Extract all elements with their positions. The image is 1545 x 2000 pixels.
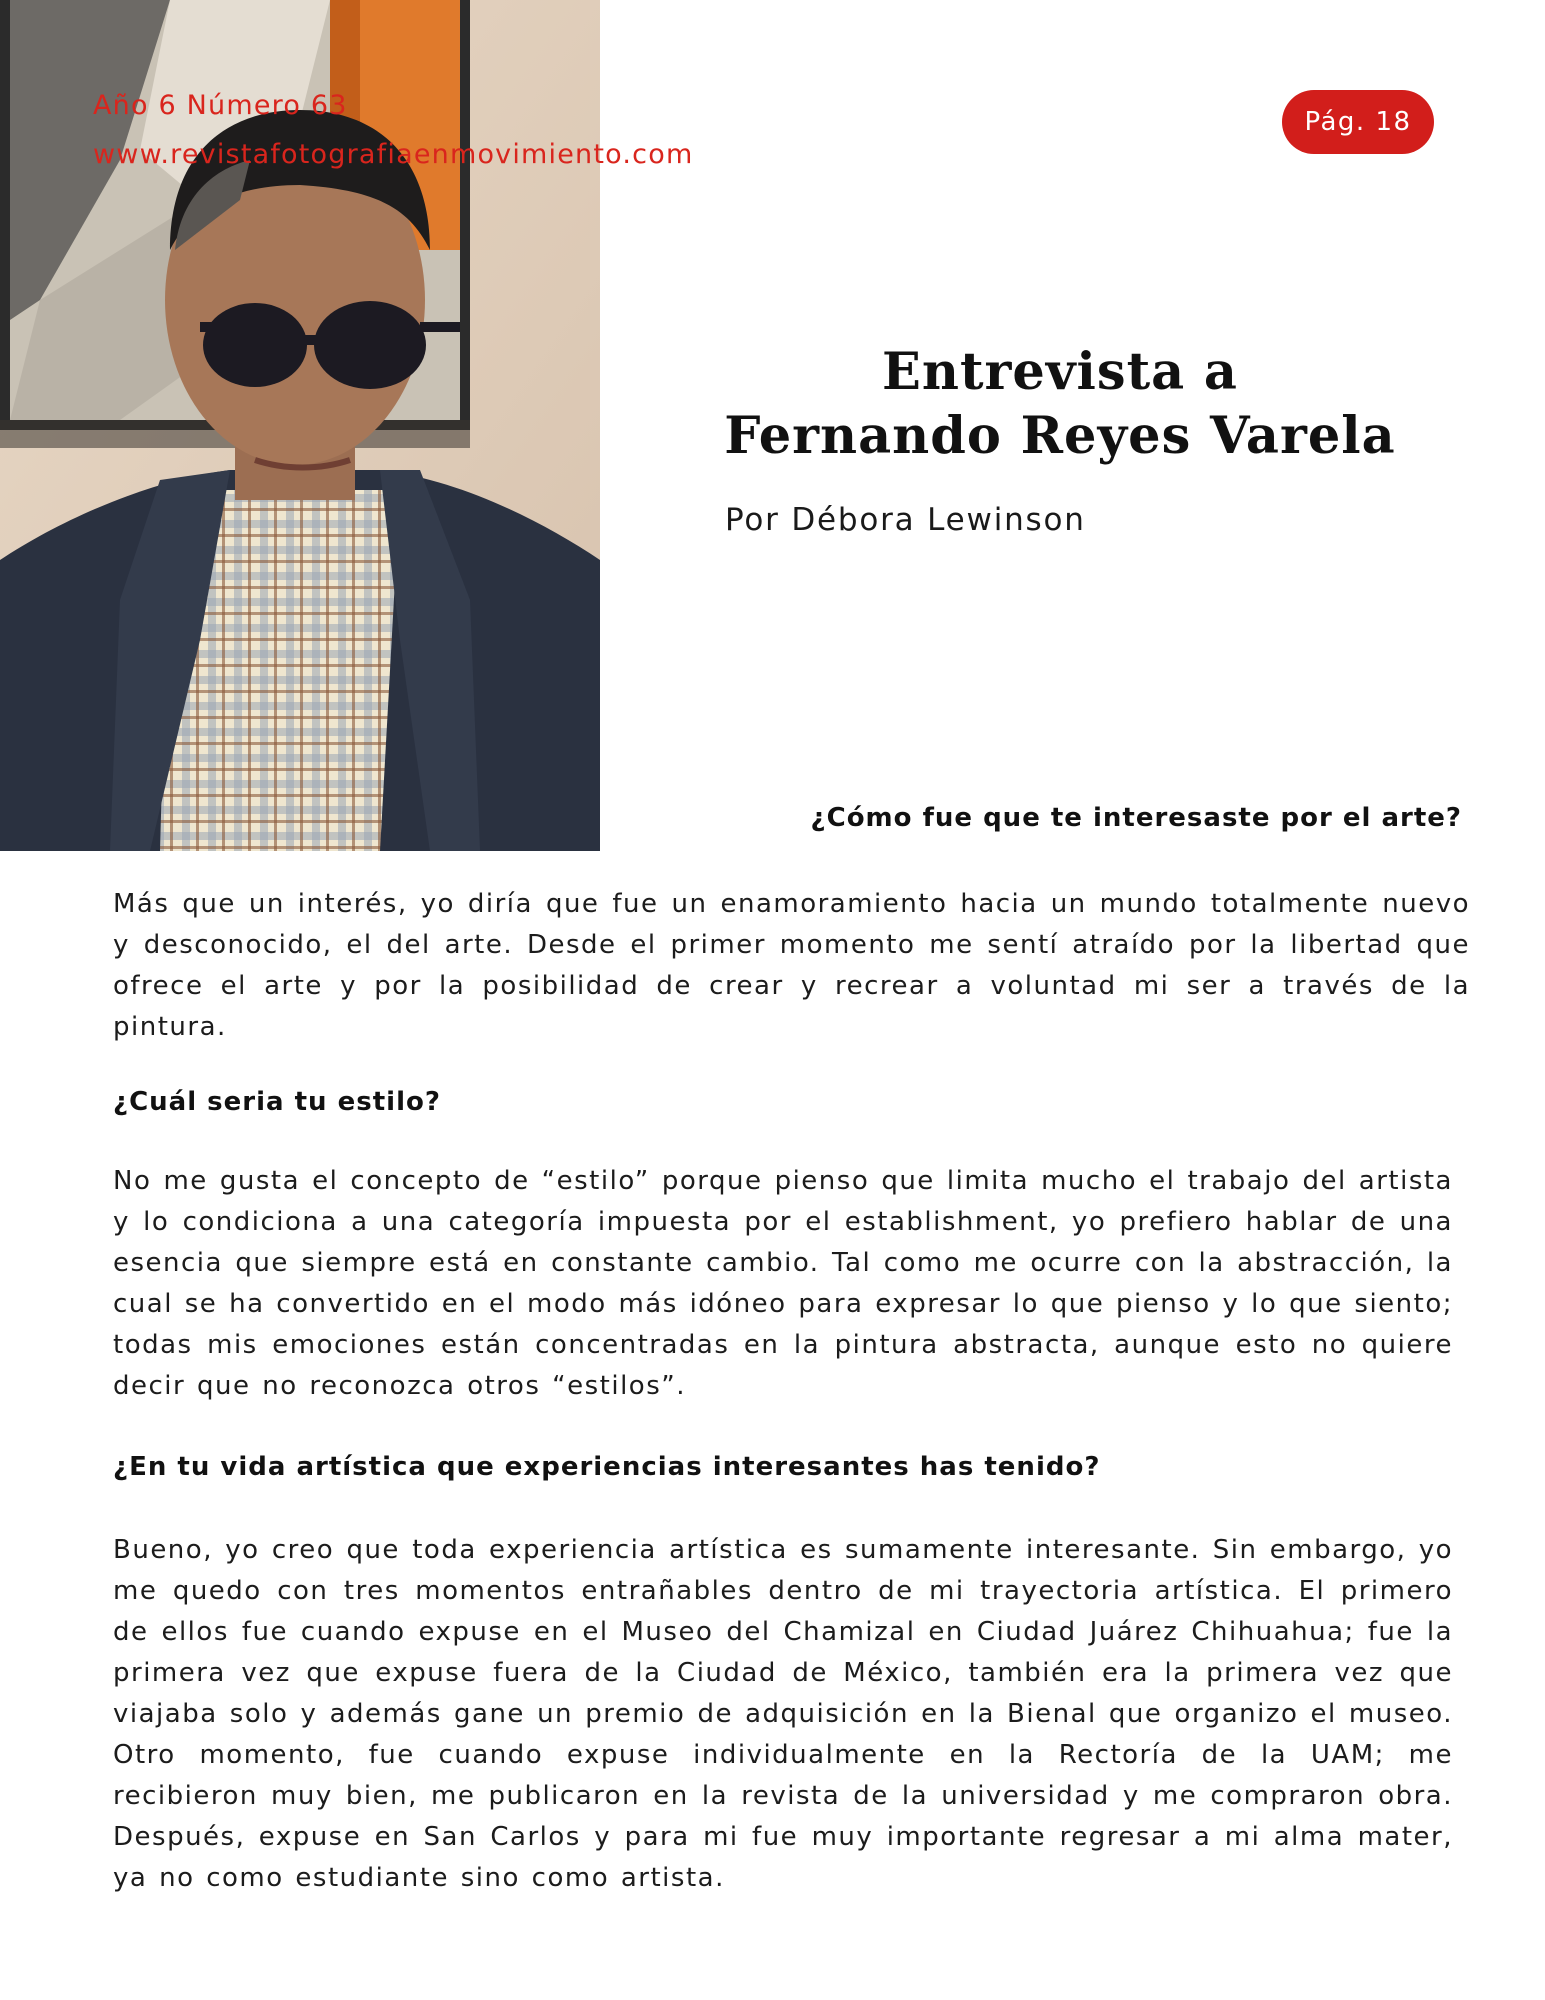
issue-number: Año 6 Número 63 (93, 90, 348, 121)
author-byline: Por Débora Lewinson (725, 502, 1086, 538)
interview-question-1: ¿Cómo fue que te interesaste por el arte? (810, 803, 1462, 833)
article-title-line-1: Entrevista a (882, 342, 1238, 402)
website-url: www.revistafotografiaenmovimiento.com (93, 139, 694, 170)
interview-answer-2: No me gusta el concepto de “estilo” porque pienso que limita mucho el trabajo del artista y lo condiciona a una categoría impuesta por el establishment, yo prefiero hablar de una esencia que siempre está en constante cambio. Tal como me ocurre con la abstracción, la cual se ha convertido en el modo más idóneo para expresar lo que pienso y lo que siento; todas mis emociones están concentradas en la pintura abstracta, aunque esto no quiere decir que no reconozca otros “estilos”. (113, 1166, 1453, 1401)
article-title (690, 340, 1430, 468)
interview-question-3: ¿En tu vida artística que experiencias interesantes has tenido? (113, 1452, 1101, 1482)
page-number-badge: Pág. 18 (1282, 90, 1434, 154)
author-portrait-photo (0, 0, 600, 851)
interview-question-2: ¿Cuál seria tu estilo? (113, 1087, 441, 1117)
article-title-line-2: Fernando Reyes Varela (724, 406, 1396, 466)
interview-answer-3: Bueno, yo creo que toda experiencia artística es sumamente interesante. Sin embargo, yo me quedo con tres momentos entrañables dentro de mi trayectoria artística. El primero de ellos fue cuando expuse en el Museo del Chamizal en Ciudad Juárez Chihuahua; fue la primera vez que expuse fuera de la Ciudad de México, también era la primera vez que viajaba solo y además gane un premio de adquisición en la Bienal que organizo el museo. Otro momento, fue cuando expuse individualmente en la Rectoría de la UAM; me recibieron muy bien, me publicaron en la revista de la universidad y me compraron obra. Después, expuse en San Carlos y para mi fue muy importante regresar a mi alma mater, ya no como estudiante sino como artista. (113, 1535, 1453, 1893)
interview-answer-1: Más que un interés, yo diría que fue un enamoramiento hacia un mundo totalmente nuevo y desconocido, el del arte. Desde el primer momento me sentí atraído por la libertad que ofrece el arte y por la posibilidad de crear y recrear a voluntad mi ser a través de la pintura. (113, 889, 1470, 1042)
